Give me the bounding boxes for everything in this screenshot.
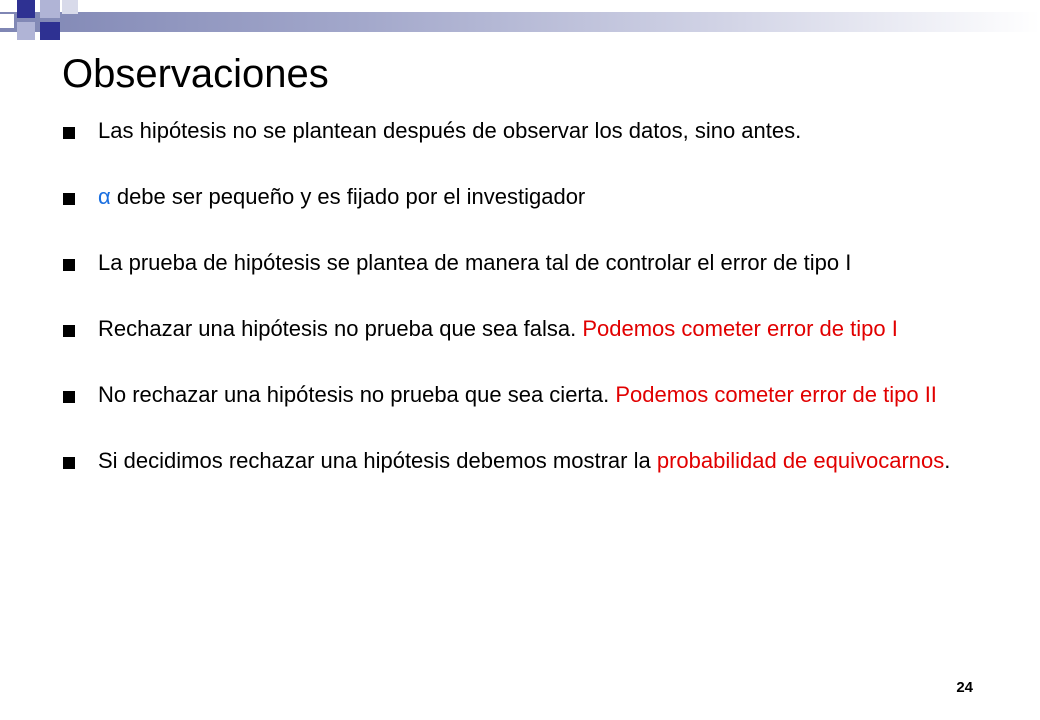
page-number: 24 — [956, 679, 973, 696]
bullet-list — [60, 118, 1010, 474]
bullet-item — [60, 184, 1010, 210]
bullet-item — [60, 118, 1010, 144]
bullet-highlight: Podemos cometer error de tipo I — [582, 316, 898, 341]
decorative-square-icon — [40, 22, 60, 40]
bullet-suffix: . — [944, 448, 951, 473]
decorative-square-icon — [62, 0, 78, 14]
square-bullet-icon — [63, 193, 75, 205]
bullet-item — [60, 382, 1010, 408]
square-bullet-icon — [63, 391, 75, 403]
bullet-text: No rechazar una hipótesis no prueba que sea cierta. — [98, 382, 616, 407]
bullet-item — [60, 316, 1010, 342]
square-bullet-icon — [63, 127, 75, 139]
bullet-text: Si decidimos rechazar una hipótesis debemos mostrar la — [98, 448, 657, 473]
bullet-highlight: probabilidad de equivocarnos — [656, 448, 945, 473]
bullet-item — [60, 448, 1010, 474]
bullet-item — [60, 250, 1010, 276]
slide-title: Observaciones — [62, 52, 329, 96]
decorative-square-icon — [0, 14, 14, 28]
bullet-text: Rechazar una hipótesis no prueba que sea falsa. — [98, 316, 583, 341]
bullet-highlight: Podemos cometer error de tipo II — [615, 382, 937, 407]
decorative-square-icon — [17, 0, 35, 18]
alpha-symbol: α — [98, 184, 111, 209]
header-gradient-bar — [0, 12, 1040, 32]
square-bullet-icon — [63, 259, 75, 271]
bullet-text: debe ser pequeño y es fijado por el investigador — [110, 184, 586, 209]
square-bullet-icon — [63, 457, 75, 469]
decorative-square-icon — [40, 0, 60, 18]
bullet-text: La prueba de hipótesis se plantea de manera tal de controlar el error de tipo I — [98, 250, 852, 275]
decorative-square-icon — [17, 22, 35, 40]
bullet-text: Las hipótesis no se plantean después de observar los datos, sino antes. — [98, 118, 802, 143]
square-bullet-icon — [63, 325, 75, 337]
